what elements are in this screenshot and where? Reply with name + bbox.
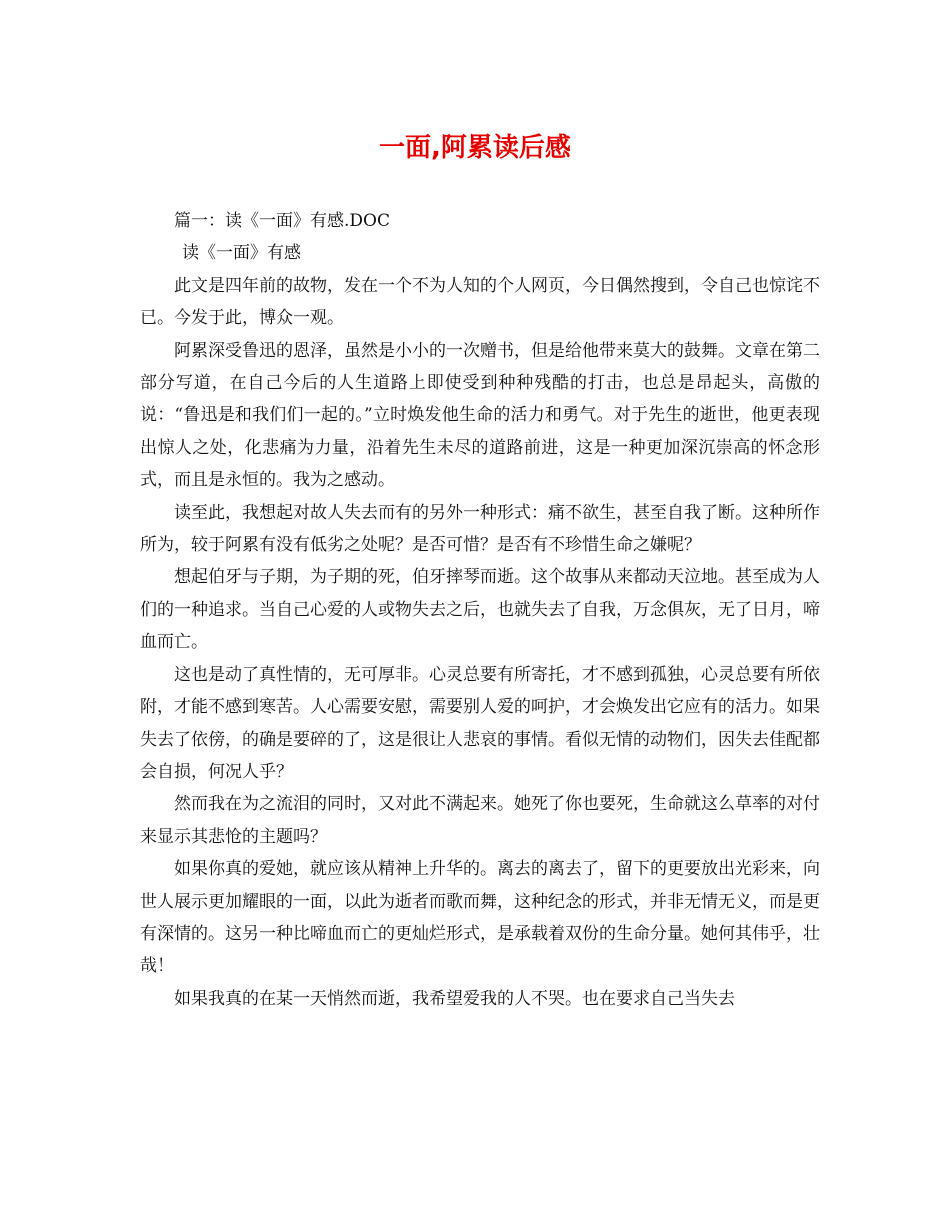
paragraph-6: 然而我在为之流泪的同时，又对此不满起来。她死了你也要死，生命就这么草率的对付来显示其悲怆的主题吗？ bbox=[140, 794, 820, 847]
section-subheading: 读《一面》有感 bbox=[182, 243, 301, 264]
paragraph-3: 读至此，我想起对故人失去而有的另外一种形式：痛不欲生，甚至自我了断。这种所作所为，较于阿累有没有低劣之处呢？是否可惜？是否有不珍惜生命之嫌呢？ bbox=[140, 502, 820, 556]
paragraph-1: 此文是四年前的故物，发在一个不为人知的个人网页，今日偶然搜到，令自己也惊诧不已。今发于此，博众一观。 bbox=[140, 275, 820, 329]
paragraph-8: 如果我真的在某一天悄然而逝，我希望爱我的人不哭。也在要求自己当失去 bbox=[174, 988, 735, 1009]
section-heading: 篇一：读《一面》有感.DOC bbox=[174, 211, 390, 231]
document-body bbox=[140, 205, 820, 1015]
paragraph-5: 这也是动了真性情的，无可厚非。心灵总要有所寄托，才不感到孤独，心灵总要有所依附，才能不感到寒苦。人心需要安慰，需要别人爱的呵护，才会焕发出它应有的活力。如果失去了依傍，的确是要碎的了，这是很让人悲哀的事情。看似无情的动物们，因失去佳配都会自损，何况人乎？ bbox=[140, 664, 820, 782]
paragraph-4: 想起伯牙与子期，为子期的死，伯牙摔琴而逝。这个故事从来都动天泣地。甚至成为人们的一种追求。当自己心爱的人或物失去之后，也就失去了自我，万念俱灰，无了日月，啼血而亡。 bbox=[140, 567, 820, 653]
paragraph-2: 阿累深受鲁迅的恩泽，虽然是小小的一次赠书，但是给他带来莫大的鼓舞。文章在第二部分写道，在自己今后的人生道路上即使受到种种残酷的打击，也总是昂起头，高傲的说：“鲁迅是和我们们一起的。”立时焕发他生命的活力和勇气。对于先生的逝世，他更表现出惊人之处，化悲痛为力量，沿着先生未尽的道路前进，这是一种更加深沉崇高的怀念形式，而且是永恒的。我为之感动。 bbox=[140, 340, 820, 491]
paragraph-7: 如果你真的爱她，就应该从精神上升华的。离去的离去了，留下的更要放出光彩来，向世人展示更加耀眼的一面，以此为逝者而歌而舞，这种纪念的形式，并非无情无义，而是更有深情的。这另一种比啼血而亡的更灿烂形式，是承载着双份的生命分量。她何其伟乎，壮哉！ bbox=[140, 859, 820, 977]
document-title: 一面,阿累读后感 bbox=[379, 133, 571, 163]
